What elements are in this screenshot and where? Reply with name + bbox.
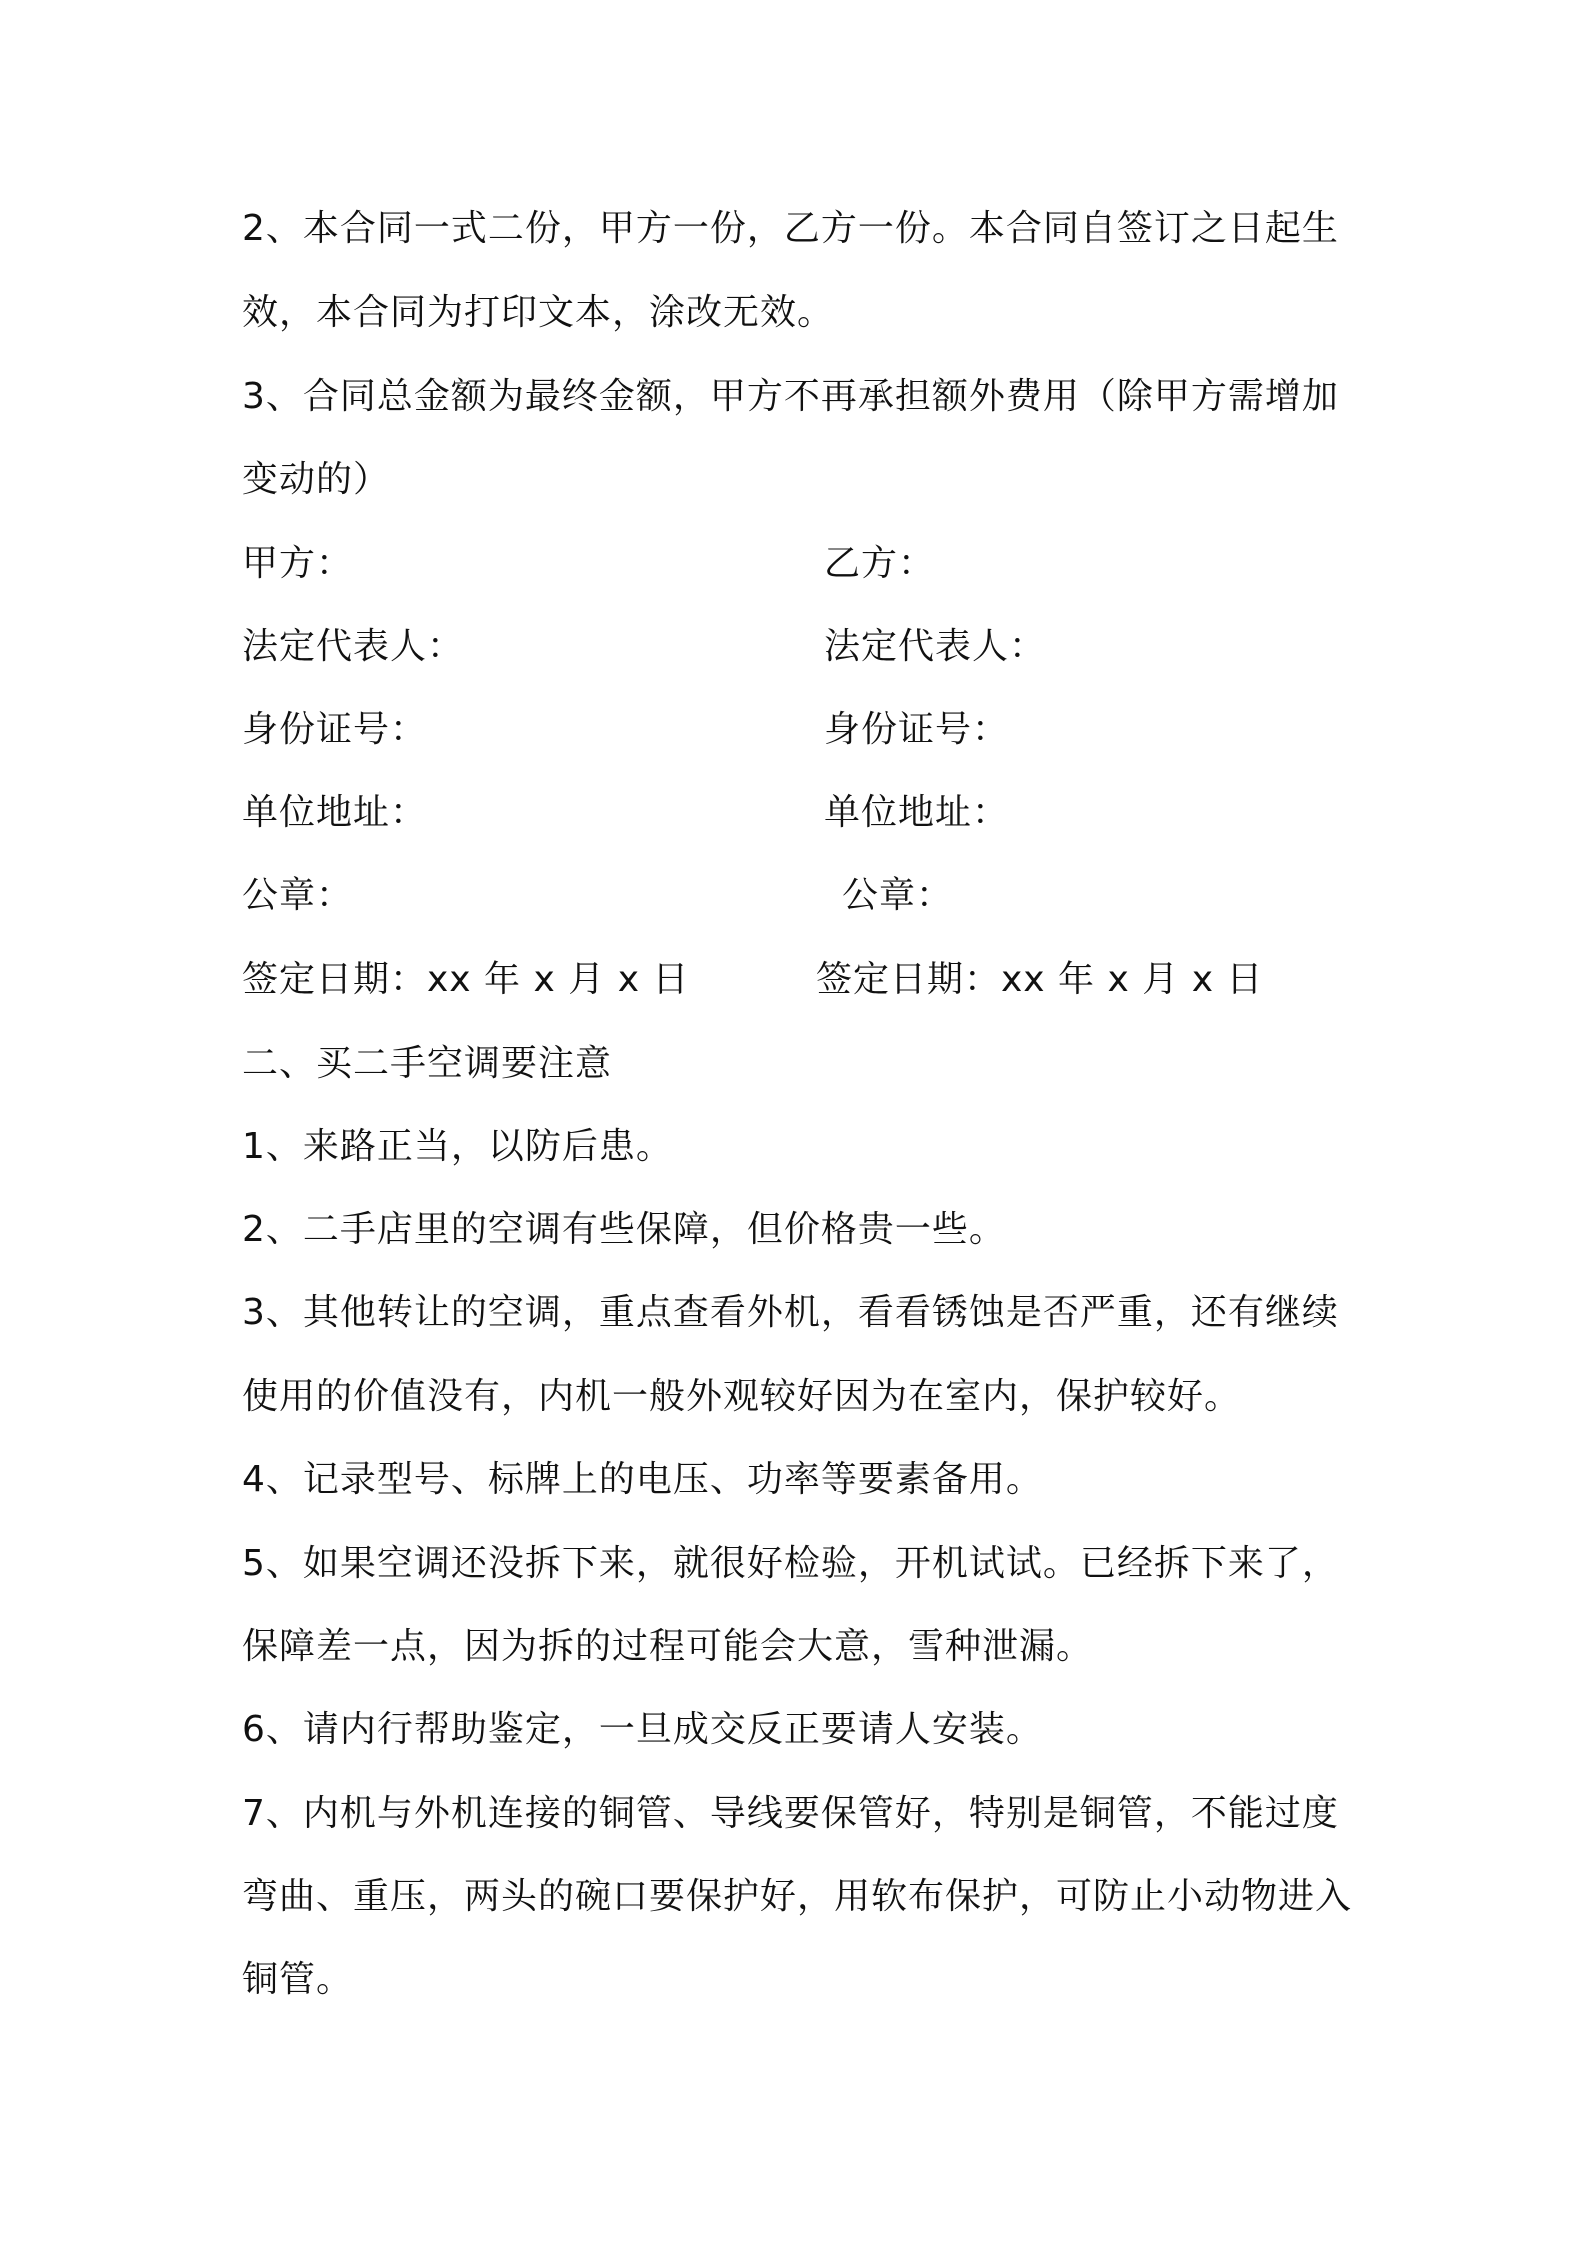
tip-line: 4、记录型号、标牌上的电压、功率等要素备用。 (242, 1459, 1043, 1500)
contract-term-line: 变动的） (242, 459, 391, 500)
party-b-id-label: 身份证号： (824, 709, 1010, 750)
party-a-seal-label: 公章： (242, 875, 354, 916)
section-title: 二、买二手空调要注意 (242, 1043, 613, 1084)
contract-term-line: 2、本合同一式二份，甲方一份，乙方一份。本合同自签订之日起生 (242, 208, 1339, 249)
party-a-date-label: 签定日期：xx 年 x 月 x 日 (242, 959, 690, 1000)
tip-line: 使用的价值没有，内机一般外观较好因为在室内，保护较好。 (242, 1376, 1242, 1417)
tip-line: 5、如果空调还没拆下来，就很好检验，开机试试。已经拆下来了， (242, 1543, 1339, 1584)
party-b-legal-rep-label: 法定代表人： (824, 626, 1047, 667)
signature-row-party (242, 540, 1362, 588)
signature-row-seal (242, 872, 1362, 920)
party-b-address-label: 单位地址： (824, 792, 1010, 833)
party-a-id-label: 身份证号： (242, 709, 428, 750)
party-a-legal-rep-label: 法定代表人： (242, 626, 465, 667)
tip-line: 1、来路正当，以防后患。 (242, 1126, 673, 1167)
signature-row-legal-rep (242, 623, 1362, 671)
party-b-date-label: 签定日期：xx 年 x 月 x 日 (816, 959, 1264, 1000)
party-a-label: 甲方： (242, 543, 354, 584)
party-b-label: 乙方： (824, 543, 936, 584)
signature-row-id-number (242, 706, 1362, 754)
tip-line: 3、其他转让的空调，重点查看外机，看看锈蚀是否严重，还有继续 (242, 1292, 1339, 1333)
tip-line: 6、请内行帮助鉴定，一旦成交反正要请人安装。 (242, 1709, 1043, 1750)
tip-line: 2、二手店里的空调有些保障，但价格贵一些。 (242, 1209, 1006, 1250)
tip-line: 7、内机与外机连接的铜管、导线要保管好，特别是铜管，不能过度 (242, 1793, 1339, 1834)
signature-row-address (242, 789, 1362, 837)
party-a-address-label: 单位地址： (242, 792, 428, 833)
contract-term-line: 效，本合同为打印文本，涂改无效。 (242, 292, 835, 333)
tip-line: 弯曲、重压，两头的碗口要保护好，用软布保护，可防止小动物进入 (242, 1876, 1353, 1917)
tip-line: 铜管。 (242, 1959, 354, 2000)
signature-row-date (242, 956, 1362, 1004)
contract-term-line: 3、合同总金额为最终金额，甲方不再承担额外费用（除甲方需增加 (242, 376, 1339, 417)
party-b-seal-label: 公章： (842, 875, 954, 916)
tip-line: 保障差一点，因为拆的过程可能会大意，雪种泄漏。 (242, 1626, 1094, 1667)
